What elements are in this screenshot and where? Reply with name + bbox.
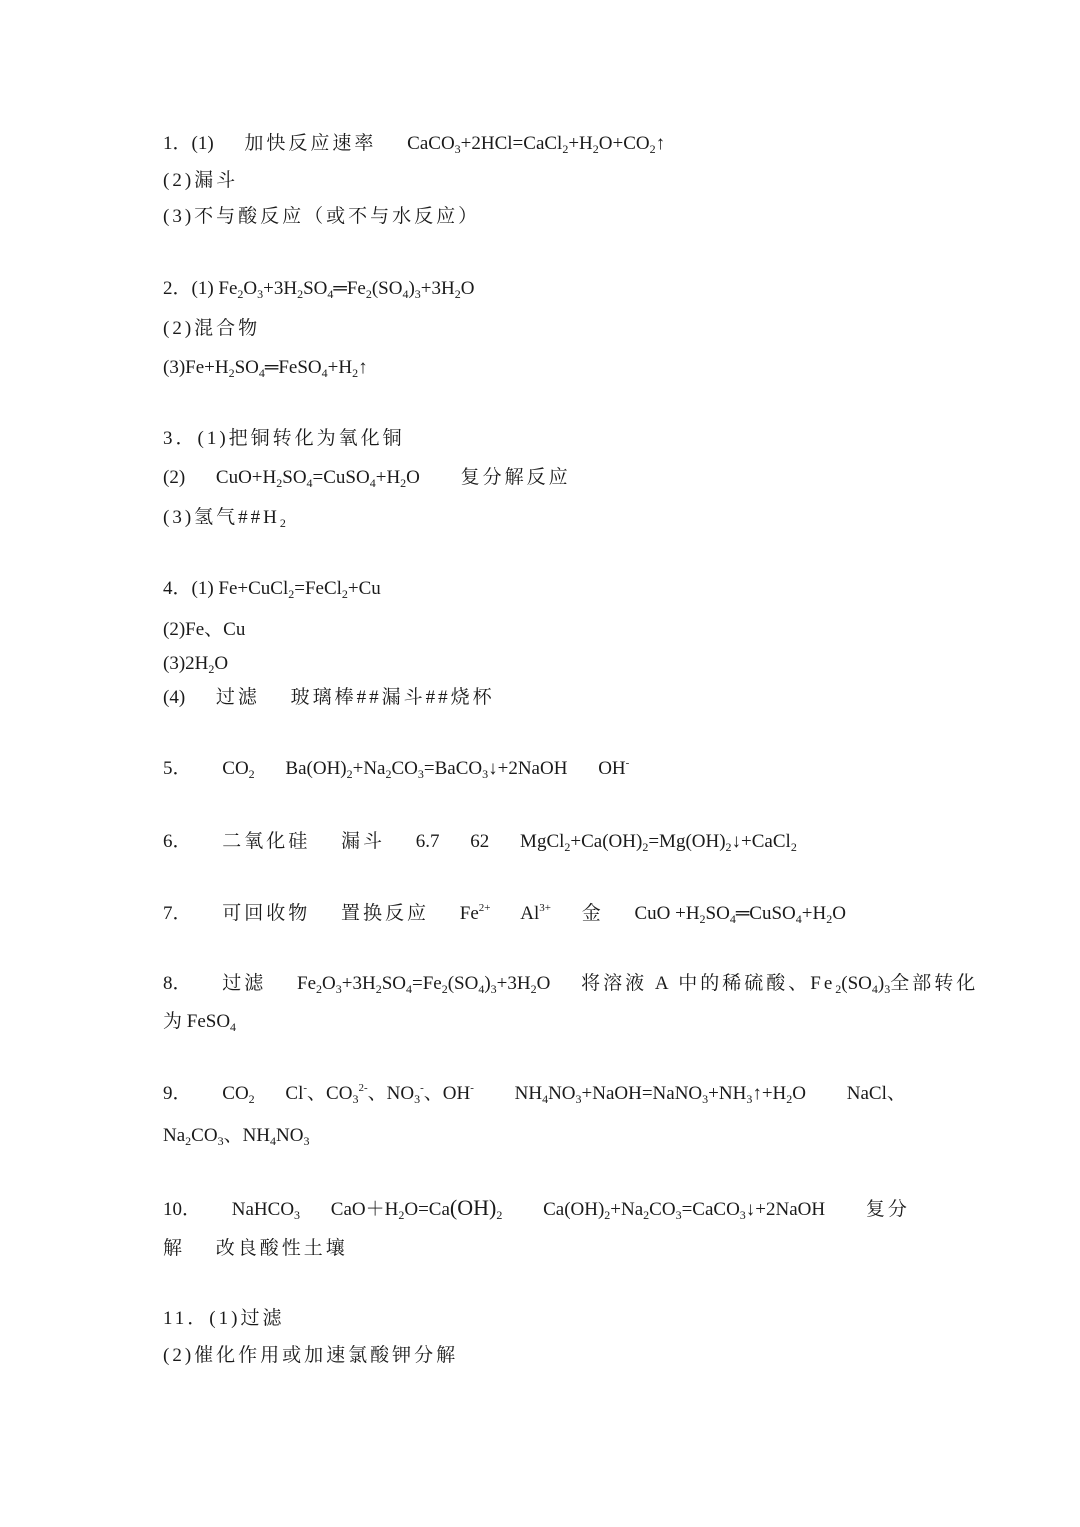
q10-line2: 解 改良酸性土壤	[163, 1238, 348, 1259]
q6-line: 6． 二氧化硅 漏斗 6.7 62 $MgCl_2+Ca(OH)_2=Mg(OH)_2↓+CaCl_2$	[163, 831, 797, 854]
q11-part1: 11．(1)过滤	[163, 1308, 285, 1329]
q8-line1: 8． 过滤 $Fe_2O_3+3H_2SO_4=Fe_2(SO_4)_3+3H_2O$ 将溶液 A 中的稀硫酸、$Fe_2(SO_4)_3$全部转化	[163, 973, 979, 996]
q8-explanation: 将溶液 A 中的稀硫酸、$Fe_2(SO_4)_3$全部转化	[581, 973, 979, 996]
q4-equation: Fe+CuCl$_2$=FeCl$_2$+Cu	[218, 578, 381, 601]
q1-equation: $CaCO_3+2HCl=CaCl_2+H_2O+CO_2↑$	[407, 133, 666, 156]
q1-part3: (3)不与酸反应（或不与水反应）	[163, 206, 481, 227]
q9-equation: $NH_4NO_3+NaOH=NaNO_3+NH_3↑+H_2O$	[514, 1083, 806, 1106]
q2-line1: 2．(1) $Fe_2O_3+3H_2SO_4═Fe_2(SO_4)_3+3H_2O$	[163, 278, 475, 301]
q5-gas: $CO_2$	[222, 758, 255, 781]
q2-part3: $(3)Fe+H_2SO_4═FeSO_4+H_2↑$	[163, 357, 368, 380]
q10-line1: 10． NaHCO$_3$ $CaO+H_2O=Ca(OH)_2$ $Ca(OH)_2+Na_2CO_3=CaCO_3↓+2NaOH$ 复分	[163, 1195, 910, 1222]
q1-line1: 1．(1) 加快反应速率 $CaCO_3+2HCl=CaCl_2+H_2O+CO_2↑$	[163, 133, 666, 156]
q9-ions: Cl-、$CO_3^{2-}$、$NO_3^-$、OH-	[285, 1082, 474, 1106]
q7-ion-fe: $Fe^{2+}$	[459, 902, 491, 924]
q4-line1: 4．(1) Fe+CuCl$_2$=FeCl$_2$+Cu	[163, 578, 381, 601]
q5-line: 5． $CO_2$ $Ba(OH)_2+Na_2CO_3=BaCO_3↓+2NaOH$ OH-	[163, 757, 630, 781]
q9-line1: 9． $CO_2$ Cl-、$CO_3^{2-}$、$NO_3^-$、OH- $NH_4NO_3+NaOH=NaNO_3+NH_3↑+H_2O$ NaCl、	[163, 1082, 906, 1106]
q7-ion-al: $Al^{3+}$	[520, 902, 551, 924]
q1-part2: (2)漏斗	[163, 170, 239, 191]
q4-part3: $(3)2H_2O$	[163, 653, 229, 676]
q8-line2: 为 FeSO$_4$	[163, 1011, 237, 1034]
q4-part2: (2)Fe、Cu	[163, 619, 246, 640]
q11-part2: (2)催化作用或加速氯酸钾分解	[163, 1345, 459, 1366]
q5-equation: $Ba(OH)_2+Na_2CO_3=BaCO_3↓+2NaOH$	[285, 758, 568, 781]
q9-gas: $CO_2$	[222, 1083, 255, 1106]
q10-equation1: $CaO+H_2O=Ca(OH)_2$	[330, 1195, 503, 1222]
q3-part2: (2) $CuO+H_2SO_4=CuSO_4+H_2O$ 复分解反应	[163, 467, 571, 490]
q10-salt: NaHCO$_3$	[231, 1199, 301, 1222]
q5-ion: OH-	[598, 757, 630, 779]
q10-equation2: $Ca(OH)_2+Na_2CO_3=CaCO_3↓+2NaOH$	[543, 1199, 826, 1222]
q7-equation: CuO $+H_2SO_4═CuSO_4+H_2O$	[634, 903, 846, 926]
q1-answer-a: 加快反应速率	[244, 133, 377, 154]
q3-equation: $CuO+H_2SO_4=CuSO_4+H_2O$	[215, 467, 420, 490]
q3-part3: (3)氢气$\#\#H_2$	[163, 507, 286, 530]
q2-part2: (2)混合物	[163, 318, 261, 339]
q6-equation: $MgCl_2+Ca(OH)_2=Mg(OH)_2↓+CaCl_2$	[520, 831, 797, 854]
q3-part1: 3．(1)把铜转化为氧化铜	[163, 428, 405, 449]
q9-line2: $Na_2CO_3$、$NH_4NO_3$	[163, 1125, 310, 1148]
q2-equation3: $Fe+H_2SO_4═FeSO_4+H_2↑$	[185, 357, 368, 380]
q4-part4: (4) 过滤 玻璃棒##漏斗##烧杯	[163, 687, 495, 708]
q3-reaction-type: 复分解反应	[460, 467, 571, 488]
q8-equation: $Fe_2O_3+3H_2SO_4=Fe_2(SO_4)_3+3H_2O$	[297, 973, 551, 996]
q7-line: 7． 可回收物 置换反应 $Fe^{2+}$ $Al^{3+}$ 金 CuO $+H_2SO_4═CuSO_4+H_2O$	[163, 902, 846, 926]
q2-equation1: $Fe_2O_3+3H_2SO_4═Fe_2(SO_4)_3+3H_2O$	[218, 278, 475, 301]
